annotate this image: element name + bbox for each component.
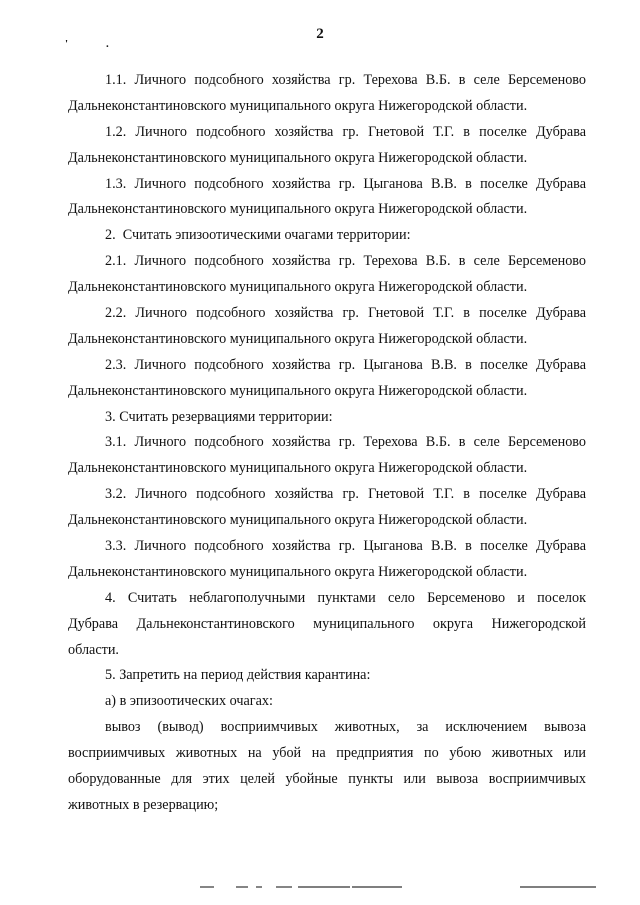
text-line: Дальнеконстантиновского муниципального округа Нижегородской области. (68, 97, 528, 114)
scan-mark: ' (65, 38, 69, 50)
text-line: 4. Считать неблагополучными пунктами село Берсеменово и поселок (105, 589, 586, 606)
text-line: 2.2. Личного подсобного хозяйства гр. Гнетовой Т.Г. в поселке Дубрава (105, 305, 586, 322)
text-line: Дальнеконстантиновского муниципального округа Нижегородской области. (68, 201, 528, 218)
text-line: а) в эпизоотических очагах: (105, 693, 273, 710)
scan-mark: . (106, 38, 109, 50)
page-number: 2 (316, 26, 324, 42)
text-line: Дальнеконстантиновского муниципального округа Нижегородской области. (68, 382, 528, 399)
text-line: области. (68, 641, 119, 658)
text-line: оборудованные для этих целей убойные пункты или вывоза восприимчивых (68, 771, 586, 788)
text-line: 1.3. Личного подсобного хозяйства гр. Цыганова В.В. в поселке Дубрава (105, 175, 586, 192)
text-line: 3.3. Личного подсобного хозяйства гр. Цыганова В.В. в поселке Дубрава (105, 538, 586, 555)
text-line: Дальнеконстантиновского муниципального округа Нижегородской области. (68, 279, 528, 296)
text-line: 2. Считать эпизоотическими очагами территории: (105, 227, 411, 244)
text-line: 1.1. Личного подсобного хозяйства гр. Терехова В.Б. в селе Берсеменово (105, 72, 586, 88)
text-line: 3.1. Личного подсобного хозяйства гр. Терехова В.Б. в селе Берсеменово (105, 434, 586, 451)
text-line: восприимчивых животных на убой на предприятия по убою животных или (68, 745, 586, 762)
text-line: Дальнеконстантиновского муниципального округа Нижегородской области. (68, 330, 528, 347)
text-line: Дальнеконстантиновского муниципального округа Нижегородской области. (68, 149, 528, 166)
text-line: 1.2. Личного подсобного хозяйства гр. Гнетовой Т.Г. в поселке Дубрава (105, 123, 586, 140)
text-line: Дальнеконстантиновского муниципального округа Нижегородской области. (68, 460, 528, 477)
text-line: Дубрава Дальнеконстантиновского муниципального округа Нижегородской (68, 615, 586, 632)
text-line: 3. Считать резервациями территории: (105, 408, 333, 425)
text-line: 2.1. Личного подсобного хозяйства гр. Терехова В.Б. в селе Берсеменово (105, 253, 586, 270)
document-body (68, 68, 586, 819)
scan-footer-rule (0, 884, 640, 890)
text-line: Дальнеконстантиновского муниципального округа Нижегородской области. (68, 563, 528, 580)
text-line: 5. Запретить на период действия карантина: (105, 667, 371, 684)
text-line: вывоз (вывод) восприимчивых животных, за исключением вывоза (105, 719, 586, 736)
text-line: 3.2. Личного подсобного хозяйства гр. Гнетовой Т.Г. в поселке Дубрава (105, 486, 586, 503)
text-line: 2.3. Личного подсобного хозяйства гр. Цыганова В.В. в поселке Дубрава (105, 356, 586, 373)
text-line: Дальнеконстантиновского муниципального округа Нижегородской области. (68, 512, 528, 529)
text-line: животных в резервацию; (68, 796, 219, 813)
